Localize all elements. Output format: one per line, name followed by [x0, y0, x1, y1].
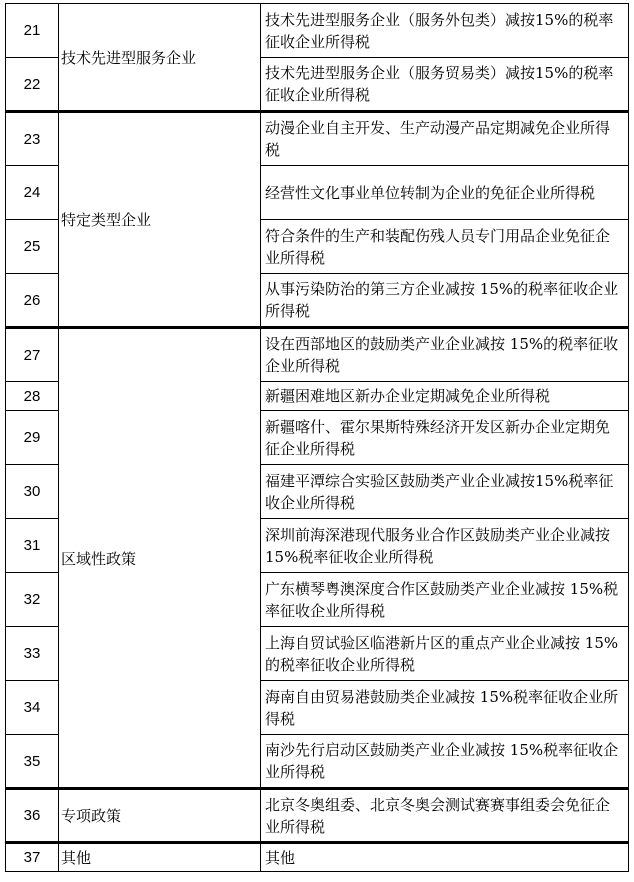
category-cell: 特定类型企业: [59, 112, 261, 328]
policy-description: 动漫企业自主开发、生产动漫产品定期减免企业所得税: [261, 112, 629, 166]
row-number: 34: [6, 681, 59, 735]
policy-description: 技术先进型服务企业（服务贸易类）减按15%的税率征收企业所得税: [261, 58, 629, 112]
row-number: 31: [6, 519, 59, 573]
row-number: 33: [6, 627, 59, 681]
row-number: 22: [6, 58, 59, 112]
policy-description: 从事污染防治的第三方企业减按 15%的税率征收企业所得税: [261, 274, 629, 328]
category-cell: 其他: [59, 843, 261, 872]
row-number: 29: [6, 411, 59, 465]
tax-policy-table: [5, 3, 629, 872]
row-number: 30: [6, 465, 59, 519]
table-row: [6, 4, 629, 58]
row-number: 21: [6, 4, 59, 58]
category-cell: 技术先进型服务企业: [59, 4, 261, 112]
table-row: [6, 843, 629, 872]
policy-description: 设在西部地区的鼓励类产业企业减按 15%的税率征收企业所得税: [261, 328, 629, 382]
row-number: 32: [6, 573, 59, 627]
policy-description: 广东横琴粤澳深度合作区鼓励类产业企业减按 15%税率征收企业所得税: [261, 573, 629, 627]
policy-description: 新疆困难地区新办企业定期减免企业所得税: [261, 382, 629, 411]
row-number: 26: [6, 274, 59, 328]
row-number: 25: [6, 220, 59, 274]
policy-description: 福建平潭综合实验区鼓励类产业企业减按15%税率征收企业所得税: [261, 465, 629, 519]
table-row: [6, 112, 629, 166]
policy-description: 北京冬奥组委、北京冬奥会测试赛赛事组委会免征企业所得税: [261, 789, 629, 843]
row-number: 23: [6, 112, 59, 166]
policy-description: 上海自贸试验区临港新片区的重点产业企业减按 15%的税率征收企业所得税: [261, 627, 629, 681]
policy-description: 其他: [261, 843, 629, 872]
row-number: 27: [6, 328, 59, 382]
policy-description: 海南自由贸易港鼓励类企业减按 15%税率征收企业所得税: [261, 681, 629, 735]
row-number: 28: [6, 382, 59, 411]
policy-description: 南沙先行启动区鼓励类产业企业减按 15%税率征收企业所得税: [261, 735, 629, 789]
category-cell: 专项政策: [59, 789, 261, 843]
policy-description: 符合条件的生产和装配伤残人员专门用品企业免征企业所得税: [261, 220, 629, 274]
policy-description: 新疆喀什、霍尔果斯特殊经济开发区新办企业定期免征企业所得税: [261, 411, 629, 465]
row-number: 36: [6, 789, 59, 843]
table-row: [6, 328, 629, 382]
row-number: 24: [6, 166, 59, 220]
row-number: 37: [6, 843, 59, 872]
category-cell: 区域性政策: [59, 328, 261, 789]
policy-description: 技术先进型服务企业（服务外包类）减按15%的税率征收企业所得税: [261, 4, 629, 58]
policy-description: 经营性文化事业单位转制为企业的免征企业所得税: [261, 166, 629, 220]
row-number: 35: [6, 735, 59, 789]
policy-description: 深圳前海深港现代服务业合作区鼓励类产业企业减按 15%税率征收企业所得税: [261, 519, 629, 573]
table-row: [6, 789, 629, 843]
